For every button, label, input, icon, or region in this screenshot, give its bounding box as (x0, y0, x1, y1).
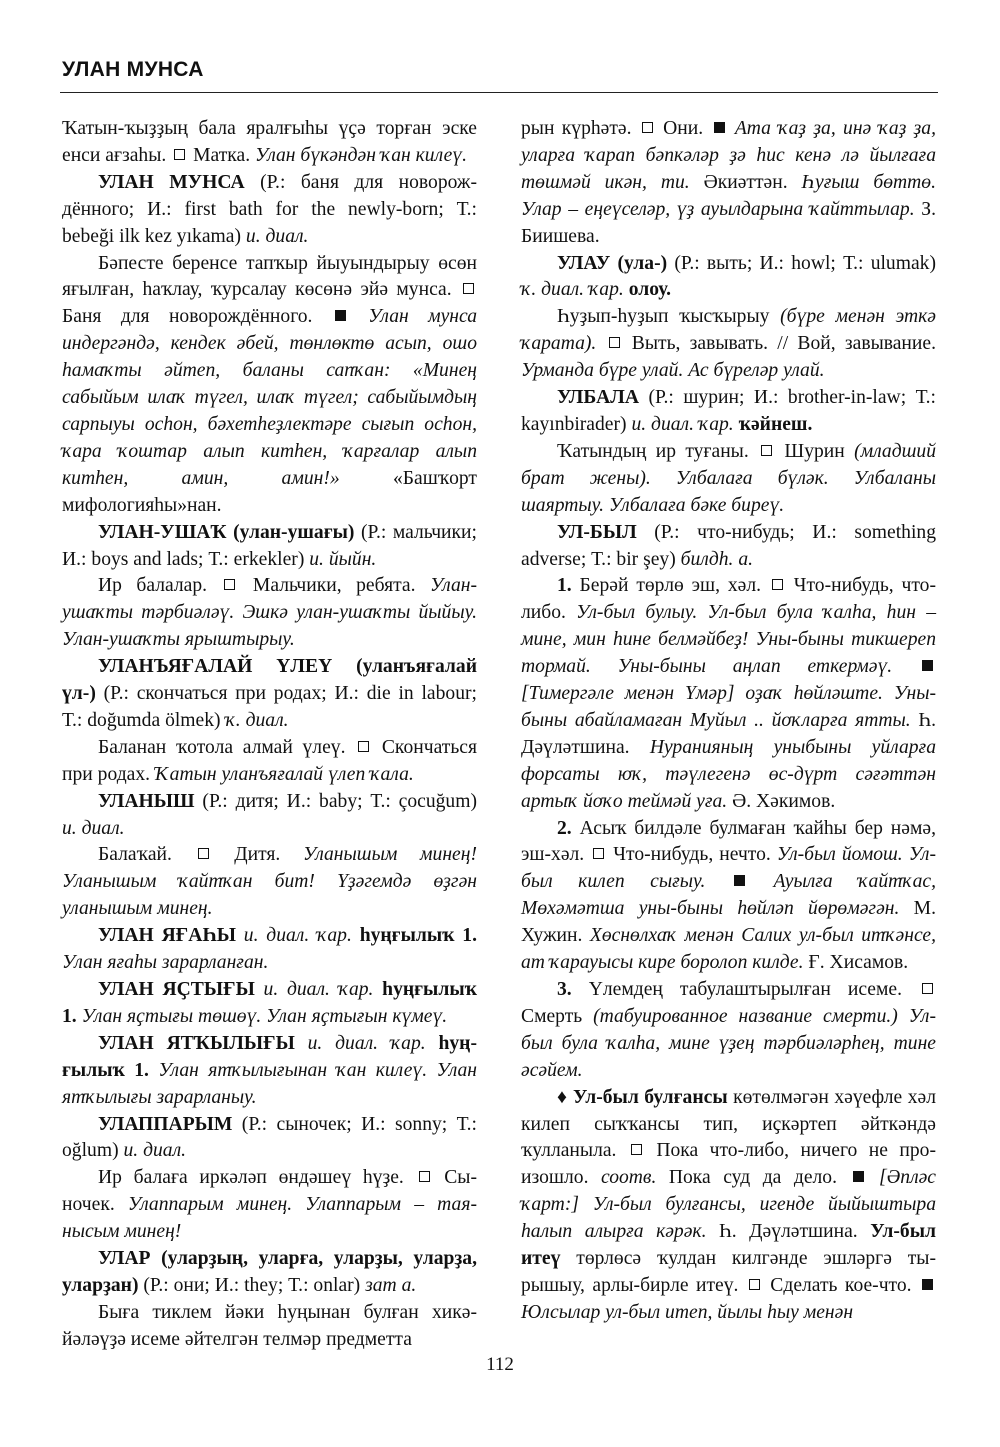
dictionary-paragraph: УЛАН ЯҒАҺЫ и. диал. ҡар. һуңғылыҡ 1. Улан яғаһы зарарланған. (62, 925, 478, 974)
dictionary-paragraph: 3. Үлемдең табулаштырылған исеме. Смерть (табуированное название смерти.) Ул-был була ҡалһа, мине үҙең тәрбиәләрһең, тине әсәйем. (521, 979, 936, 1081)
dictionary-paragraph: УЛАН ЯТҠЫЛЫҒЫ и. диал. ҡар. һуңғылыҡ 1. Улан ятҡылығынан ҡан килеү. Улан ятҡылығы зарарланыу. (62, 1032, 478, 1108)
left-column (62, 116, 477, 1354)
dictionary-paragraph: Ир балалар. Мальчики, ребята. Уланушаҡты тәрбиәләү. Эшкә улан-ушаҡты йыйыу. Улан-ушаҡты ярыштырыу. (62, 575, 477, 651)
dictionary-paragraph: 2. Асыҡ билдәле булмаған ҡайһы бер нәмә, эш-хәл. Что-нибудь, нечто. Ул-был йомош. Ул-был килеп сығыу. Ауылға ҡайтҡас, Мөхәмәтша уны-быны һөйләп йөрөмәгән. М. Хужин. Хөснөлхаҡ менән Салих ул-был итҡәнсе, ат ҡарауысы кире боролоп килде. Ғ. Хисамов. (521, 817, 937, 974)
dictionary-paragraph: УЛАППАРЫМ (Р.: сыночек; И.: sonny; Т.: oğlum) и. диал. (62, 1113, 477, 1162)
dictionary-paragraph: Ҡатындың ир туғаны. Шурин (младший брат жены). Улбалаға бүләк. Улбаланы шаяртыу. Улбалаға бәке биреү. (521, 440, 936, 516)
dictionary-paragraph: УЛ-БЫЛ (Р.: что-нибудь; И.: something adverse; Т.: bir şey) билдһ. а. (521, 521, 936, 570)
dictionary-paragraph: УЛАН-УШАҠ (улан-ушағы) (Р.: мальчики; И.: boys and lads; Т.: erkekler) и. йыйн. (62, 521, 477, 570)
dictionary-paragraph: УЛБАЛА (Р.: шурин; И.: brother-in-law; Т.: kayınbirader) и. диал. ҡар. ҡәйнеш. (521, 387, 936, 435)
dictionary-paragraph: УЛАНЪЯҒАЛАЙ ҮЛЕҮ (уланъяғалай үл-) (Р.: скончаться при родах; И.: die in labour; Т.: doğumda ölmek) ҡ. диал. (62, 656, 477, 731)
dictionary-paragraph: УЛАР (уларҙың, уларға, уларҙы, уларҙа, уларҙан) (Р.: они; И.: they; Т.: onlar) зат а. (62, 1248, 477, 1296)
running-head: УЛАН МУНСА (62, 58, 204, 81)
dictionary-paragraph: УЛАНЫШ (Р.: дитя; И.: baby; Т.: çocuğum) и. диал. (62, 790, 477, 839)
dictionary-paragraph: Баланан ҡотола алмай үлеү. Скончаться при родах. Ҡатын уланъяғалай үлеп ҡала. (62, 736, 477, 785)
right-column (521, 116, 936, 1327)
dictionary-paragraph: Ҡатын-ҡыҙҙың бала яралғыһы үҫә торған эске енси ағзаһы. Матка. Улан бүкәндән ҡан килеү. (62, 118, 477, 166)
dictionary-paragraph: Быға тиклем йәки һуңынан булған хикәйәләүҙә исеме әйтелгән телмәр предметта (62, 1301, 477, 1350)
dictionary-paragraph: Ир балаға иркәләп өндәшеү һүҙе. Сыночек. Улаппарым минең. Улаппарым – таянысым минең! (62, 1167, 477, 1243)
dictionary-paragraph: рын күрһәтә. Они. Ата ҡаҙ ҙа, инә ҡаҙ ҙа, уларға ҡарап бәпкәләр ҙә һис кенә лә йылғаға төшмәй икән, ти. Әкиәттән. Һуғыш бөттө. Улар – еңеүселәр, үҙ ауылдарына ҡайттылар. З. Биишева. (521, 118, 936, 247)
dictionary-paragraph: УЛАН ЯҪТЫҒЫ и. диал. ҡар. һуңғылыҡ 1. Улан яҫтығы төшөү. Улан яҫтығын күмеү. (62, 979, 477, 1027)
dictionary-paragraph: Бәпесте беренсе тапҡыр йыуындырыу өсөн яғылған, һаҡлау, ҡурсалау көсөнә эйә мунса. Баня для новорождённого. Улан мунса индергәндә, кендек әбей, төнлөктө асып, ошо һамаҡты әйтеп, баланы сапҡан: «Минең сабыйым илаҡ түгел, илаҡ түгел; сабыйымдың сарпыуы осһон, бәхетһеҙлектәре сығып осһон, ҡара ҡоштар алып китһен, ҡарғалар алып китһен, амин, амин!» «Башҡорт мифологияһы»нан. (62, 252, 477, 516)
header-rule (60, 92, 938, 93)
dictionary-paragraph: 1. Берәй төрлө эш, хәл. Что-нибудь, что-либо. Ул-был булыу. Ул-был була ҡалһа, һин – мине, мин һине белмәйбеҙ! Уны-быны тикшереп тормай. Уны-быны аңлап еткермәү. [Тимергәле менән Үмәр] оҙаҡ һөйләште. Уны-быны абайламаған Муйыл .. йоҡларға ятты. Һ. Дәүләтшина. Нуранияның уныбыны уйларға форсаты юҡ, тәүлегенә өс-дүрт сәғәттән артыҡ йоҡо теймәй уға. Ә. Хәкимов. (521, 575, 937, 812)
page-number: 112 (486, 1354, 514, 1375)
dictionary-paragraph: ♦ Ул-был булғансы көтөлмәгән хәүефле хәл килеп сыҡҡансы тип, иҫкәртеп әйткәндә ҡулланыла. Пока что-либо, ничего не произошло. соотв. Пока суд да дело. [Әпләс ҡарт:] Ул-был булғансы, игенде йыйыштыра һалып алырға кәрәк. Һ. Дәүләтшина. Ул-был итеү төрлөсә ҡулдан килгәнде эшләргә тырышыу, арлы-бирле итеү. Сделать кое-что. Юлсылар ул-был итеп, йылы һыу менән (521, 1086, 937, 1323)
dictionary-paragraph: УЛАН МУНСА (Р.: баня для новорождённого; И.: first bath for the newly-born; Т.: bebeği ilk kez yıkama) и. диал. (62, 171, 477, 247)
dictionary-paragraph: Балаҡай. Дитя. Уланышым минең! Уланышым ҡайтҡан бит! Үҙәгемдә өҙгән уланышым минең. (62, 844, 477, 920)
dictionary-paragraph: Һуҙып-һуҙып ҡысҡырыу (бүре менән эткә ҡарата). Выть, завывать. // Вой, завывание. Урманда бүре улай. Ас бүреләр улай. (521, 306, 936, 382)
dictionary-paragraph: УЛАУ (ула-) (Р.: выть; И.: howl; Т.: ulumak) ҡ. диал. ҡар. олоу. (521, 252, 936, 301)
